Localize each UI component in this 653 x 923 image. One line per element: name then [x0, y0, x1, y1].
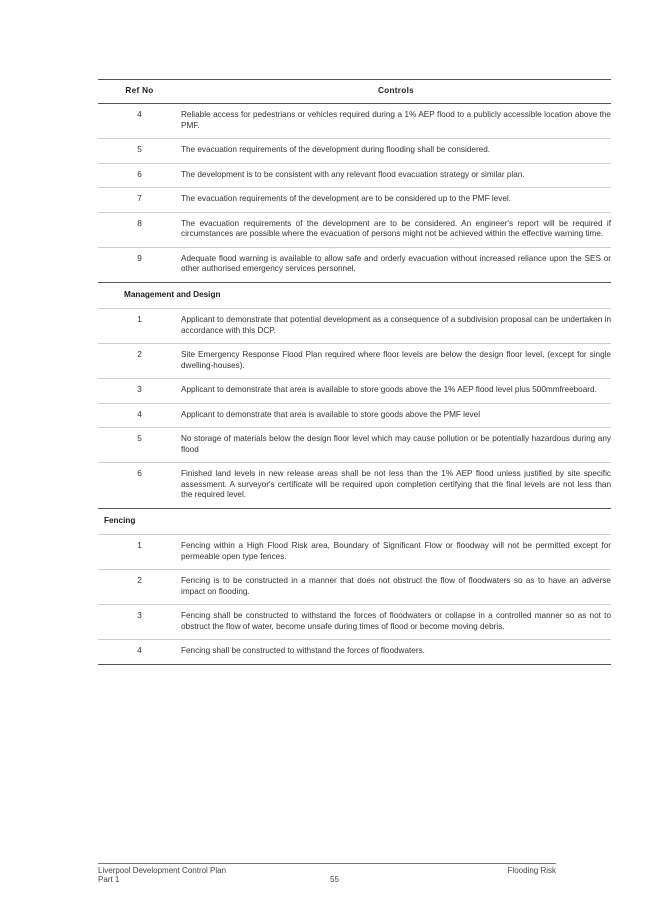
table-row: [98, 344, 611, 379]
control-text: Applicant to demonstrate that area is available to store goods above the 1% AEP flood level plus 500mmfreeboard.: [181, 379, 611, 404]
ref-number: 5: [98, 139, 181, 164]
table-row: [98, 428, 611, 463]
footer-part: Part 1: [98, 875, 120, 884]
control-text: Finished land levels in new release areas shall be not less than the 1% AEP flood unless justified by site specific assessment. A surveyor's certificate will be required upon completion certifying that the final levels are not less than the required level.: [181, 463, 611, 509]
ref-number: 2: [98, 344, 181, 379]
table-row: [98, 570, 611, 605]
ref-number: 3: [98, 379, 181, 404]
table-row: [98, 309, 611, 344]
ref-number: 6: [98, 163, 181, 188]
table-row: [98, 403, 611, 428]
control-text: No storage of materials below the design floor level which may cause pollution or be potentially hazardous during any flood: [181, 428, 611, 463]
table-row: [98, 139, 611, 164]
control-text: Adequate flood warning is available to allow safe and orderly evacuation without increased reliance upon the SES or other authorised emergency services personnel.: [181, 247, 611, 282]
control-text: Fencing shall be constructed to withstand the forces of floodwaters or collapse in a controlled manner so as not to obstruct the flow of water, become unsafe during times of flood or become moving debris.: [181, 605, 611, 640]
table-row: [98, 605, 611, 640]
ref-number: 8: [98, 212, 181, 247]
table-row: [98, 104, 611, 139]
control-text: The evacuation requirements of the development are to be considered up to the PMF level.: [181, 188, 611, 213]
section-row-fencing: [98, 508, 611, 535]
ref-number: 4: [98, 403, 181, 428]
table-row: [98, 163, 611, 188]
control-text: Reliable access for pedestrians or vehicles required during a 1% AEP flood to a publicly accessible location above the PMF.: [181, 104, 611, 139]
table-header-row: [98, 80, 611, 104]
ref-number: 7: [98, 188, 181, 213]
section-title-fencing: Fencing: [98, 508, 611, 535]
footer-document-title: Liverpool Development Control Plan: [98, 866, 227, 875]
page-number: 55: [330, 875, 339, 884]
table-row: [98, 247, 611, 282]
ref-number: 4: [98, 640, 181, 665]
control-text: Applicant to demonstrate that potential development as a consequence of a subdivision proposal can be undertaken in accordance with this DCP.: [181, 309, 611, 344]
control-text: Fencing within a High Flood Risk area, Boundary of Significant Flow or floodway will not be permitted except for permeable open type fences.: [181, 535, 611, 570]
controls-header: Controls: [181, 80, 611, 104]
control-text: The evacuation requirements of the development during flooding shall be considered.: [181, 139, 611, 164]
footer-chapter: Flooding Risk: [507, 866, 556, 875]
ref-number: 4: [98, 104, 181, 139]
ref-number: 6: [98, 463, 181, 509]
control-text: The evacuation requirements of the development are to be considered. An engineer's report will be required if circumstances are possible where the evacuation of persons might not be achieved within the effective warning time.: [181, 212, 611, 247]
ref-number: 5: [98, 428, 181, 463]
control-text: Applicant to demonstrate that area is available to store goods above the PMF level: [181, 403, 611, 428]
ref-number: 9: [98, 247, 181, 282]
ref-number: 1: [98, 309, 181, 344]
ref-no-header: Ref No: [98, 80, 181, 104]
ref-number: 1: [98, 535, 181, 570]
section-title-management: Management and Design: [98, 282, 611, 309]
ref-number: 3: [98, 605, 181, 640]
table-row: [98, 535, 611, 570]
control-text: Fencing is to be constructed in a manner that does not obstruct the flow of floodwaters so as to have an adverse impact on flooding.: [181, 570, 611, 605]
table-row: [98, 379, 611, 404]
ref-number: 2: [98, 570, 181, 605]
table-row: [98, 640, 611, 665]
section-row-management: [98, 282, 611, 309]
control-text: Fencing shall be constructed to withstand the forces of floodwaters.: [181, 640, 611, 665]
table-row: [98, 188, 611, 213]
table-row: [98, 212, 611, 247]
controls-table: [98, 79, 611, 665]
table-row: [98, 463, 611, 509]
control-text: Site Emergency Response Flood Plan required where floor levels are below the design floor level, (except for single dwelling-houses).: [181, 344, 611, 379]
page-footer: [98, 863, 556, 884]
control-text: The development is to be consistent with any relevant flood evacuation strategy or similar plan.: [181, 163, 611, 188]
